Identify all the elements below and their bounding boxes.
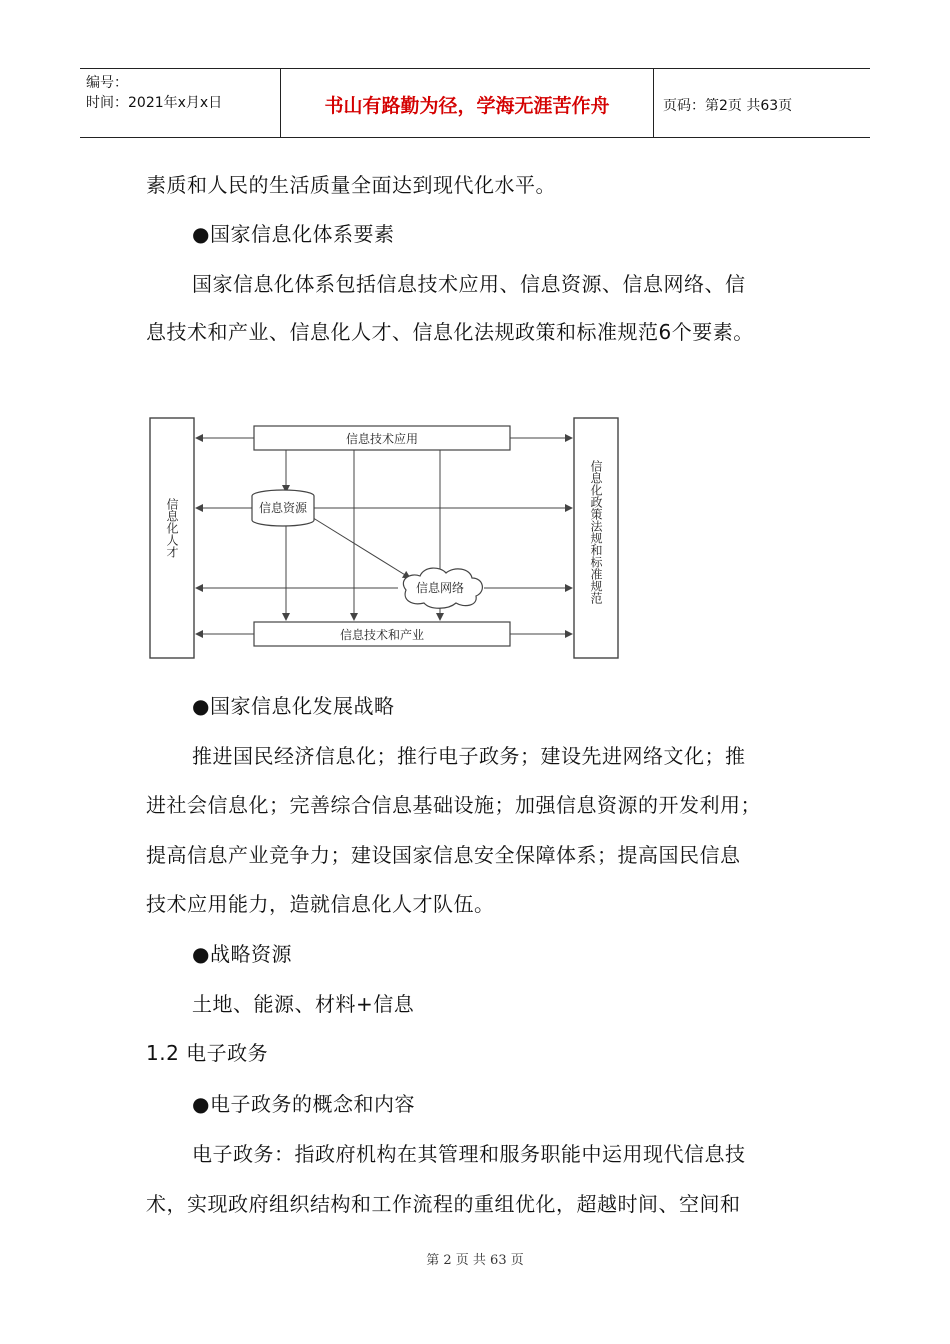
header-page-info: 页码：第2页 共63页 (663, 98, 793, 114)
header-page-cell (653, 69, 870, 137)
page-header (80, 68, 870, 138)
bullet-heading: ●国家信息化体系要素 (192, 222, 395, 246)
resource-label: 信息资源 (258, 501, 308, 515)
header-number: 编号： (86, 75, 128, 91)
paragraph-line: 国家信息化体系包括信息技术应用、信息资源、信息网络、信 (192, 272, 746, 296)
paragraph-line: 电子政务：指政府机构在其管理和服务职能中运用现代信息技 (192, 1142, 746, 1166)
paragraph-line: 技术应用能力，造就信息化人才队伍。 (146, 892, 495, 916)
header-motto: 书山有路勤为径，学海无涯苦作舟 (324, 95, 610, 117)
left-box-label: 信息化人才 (165, 498, 179, 558)
paragraph-line: 土地、能源、材料+信息 (192, 992, 415, 1016)
informatization-system-diagram (148, 410, 620, 662)
paragraph-line: 提高信息产业竞争力；建设国家信息安全保障体系；提高国民信息 (146, 843, 741, 867)
paragraph-line: 素质和人民的生活质量全面达到现代化水平。 (146, 173, 556, 197)
paragraph-line: 息技术和产业、信息化人才、信息化法规政策和标准规范6个要素。 (146, 320, 754, 344)
bullet-heading: ●国家信息化发展战略 (192, 694, 395, 718)
paragraph-line: 进社会信息化；完善综合信息基础设施；加强信息资源的开发利用； (146, 793, 761, 817)
bottom-box-label: 信息技术和产业 (339, 628, 425, 642)
bullet-heading: ●电子政务的概念和内容 (192, 1092, 415, 1116)
header-motto-cell (280, 69, 654, 137)
top-box-label: 信息技术应用 (345, 432, 419, 446)
header-time: 时间：2021年x月x日 (86, 95, 223, 111)
right-box-label: 信息化政策法规和标准规范 (589, 460, 603, 604)
header-meta (80, 69, 280, 137)
bullet-heading: ●战略资源 (192, 942, 292, 966)
paragraph-line: 术，实现政府组织结构和工作流程的重组优化，超越时间、空间和 (146, 1192, 741, 1216)
network-label: 信息网络 (415, 581, 465, 595)
paragraph-line: 推进国民经济信息化；推行电子政务；建设先进网络文化；推 (192, 744, 746, 768)
page-footer: 第 2 页 共 63 页 (426, 1253, 524, 1268)
section-heading: 1.2 电子政务 (146, 1041, 269, 1065)
